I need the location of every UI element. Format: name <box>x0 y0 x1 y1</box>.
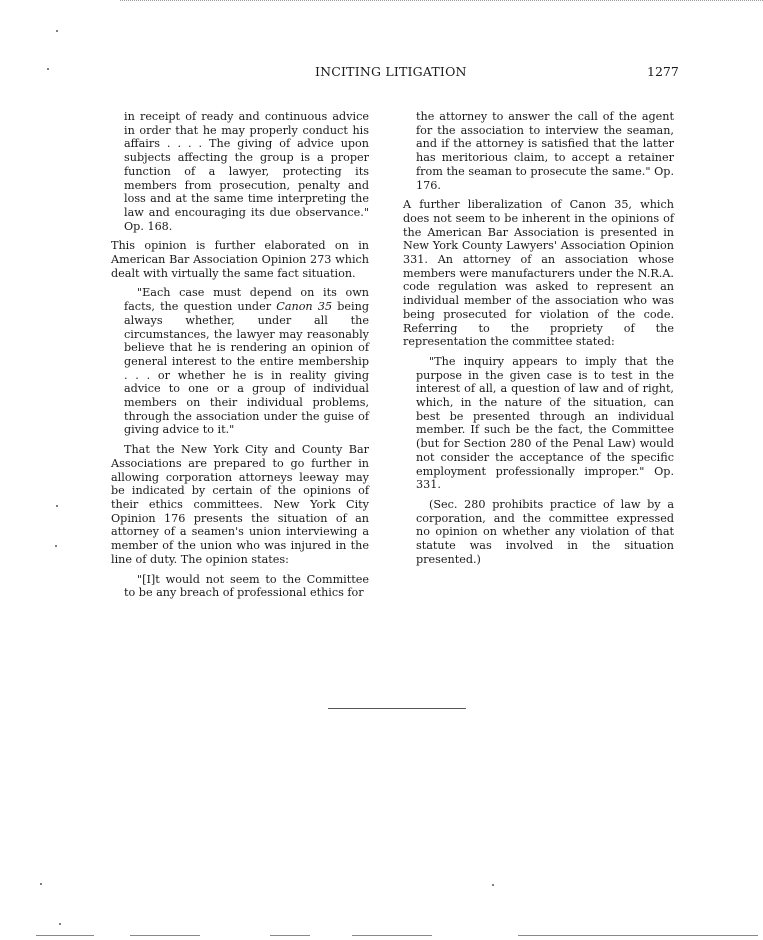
quote-canon-35-text-a: "Each case must depend on its own facts, the question under <box>124 286 369 314</box>
running-title: INCITING LITIGATION <box>315 64 467 79</box>
quote-op-176-end: the attorney to answer the call of the agent for the association to interview the seaman, and if the attorney is satisfied that the latter has meritorious claim, to accept a retainer from the seaman to prosecute the same." Op. 176. <box>416 110 674 192</box>
quote-op-176-start: "[I]t would not seem to the Committee to be any breach of professional ethics for <box>124 572 369 600</box>
note-section-280: (Sec. 280 prohibits practice of law by a corporation, and the committee expressed no opinion on whether any violation of that statute was involved in the situation presented.) <box>416 497 674 566</box>
quote-continuation-op-168: in receipt of ready and continuous advice in order that he may properly conduct his affairs . . . . The giving of advice upon subjects affecting the group is a proper function of a lawyer, protecting its members from prosecution, penalty and loss and at the same time interpreting the law and encouraging its due observance." Op. 168. <box>124 110 369 233</box>
paragraph-aba-opinion-273: This opinion is further elaborated on in American Bar Association Opinion 273 which dealt with virtually the same fact situation. <box>111 239 369 280</box>
right-column <box>403 110 674 573</box>
left-column <box>111 110 369 606</box>
quote-canon-35 <box>124 286 369 437</box>
end-rule <box>328 708 466 709</box>
paragraph-new-york-associations: That the New York City and County Bar Associations are prepared to go further in allowing corporation attorneys leeway may be indicated by certain of the opinions of their ethics committees. New York City Opinion 176 presents the situation of an attorney of a seamen's union interviewing a member of the union who was injured in the line of duty. The opinion states: <box>111 443 369 566</box>
quote-op-331: "The inquiry appears to imply that the purpose in the given case is to test in the interest of all, a question of law and of right, which, in the nature of the situation, can best be presented through an individual member. If such be the fact, the Committee (but for Section 280 of the Penal Law) would not consider the acceptance of the specific employment professionally improper." Op. 331. <box>416 354 674 492</box>
top-edge-dots <box>120 0 763 7</box>
quote-canon-35-text-b: being always whether, under all the circumstances, the lawyer may reasonably believe that he is rendering an opinion of general interest to the entire membership . . . or whether he is in reality giving advice to one or a group of individual members on their individual problems, through the association under the guise of giving advice to it." <box>124 300 369 437</box>
canon-35-italic: Canon 35 <box>276 300 333 314</box>
paragraph-opinion-331: A further liberalization of Canon 35, which does not seem to be inherent in the opinions of the American Bar Association is presented in New York County Lawyers' Association Opinion 331. An attorney of an association whose members were manufacturers under the N.R.A. code regulation was asked to represent an individual member of the association who was being prosecuted for violation of the code. Referring to the propriety of the representation the committee stated: <box>403 198 674 349</box>
page-number: 1277 <box>647 64 679 79</box>
